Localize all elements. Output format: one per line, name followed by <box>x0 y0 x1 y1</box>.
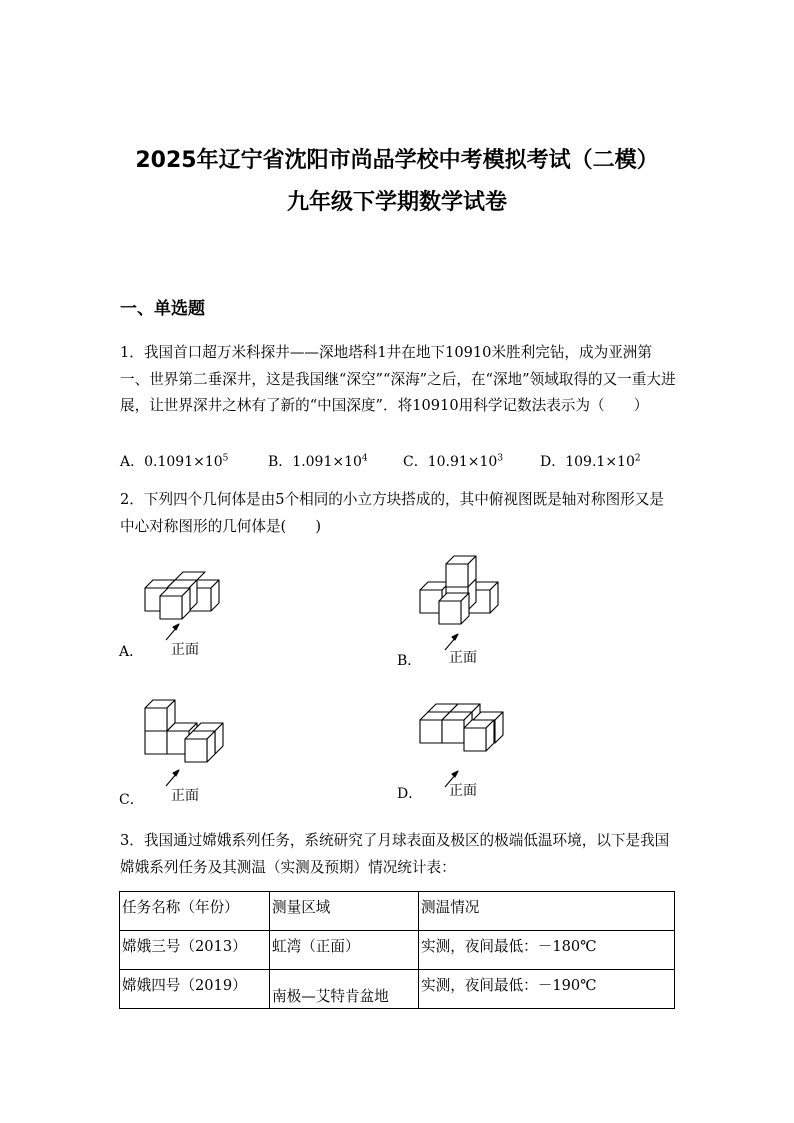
table-header-cell: 任务名称（年份） <box>120 892 270 931</box>
table-cell: 虹湾（正面） <box>270 931 419 970</box>
figure-a-front-label: 正面 <box>171 642 199 658</box>
q1-option-d: D．$109.1\times 10^2$ <box>540 453 641 470</box>
figure-b-letter: B． <box>397 653 422 669</box>
figure-d-letter: D． <box>397 786 423 802</box>
q1-option-b: B．$1.091\times 10^4$ <box>268 453 368 470</box>
question-2-text: 2．下列四个几何体是由5个相同的小立方块搭成的，其中俯视图既是轴对称图形又是中心对称图形的几何体是( ) <box>120 491 664 535</box>
figure-a-letter: A． <box>119 644 144 660</box>
figure-c-front-label: 正面 <box>171 788 199 804</box>
table-header-row <box>120 892 675 931</box>
figure-c-letter: C． <box>119 792 144 808</box>
table-header-cell: 测量区域 <box>270 892 419 931</box>
table-cell: 嫦娥三号（2013） <box>120 931 270 970</box>
figure-b-front-label: 正面 <box>449 650 477 666</box>
table-cell: 实测，夜间最低：－180℃ <box>419 931 675 970</box>
q1-option-a: A．$0.1091\times 10^5$ <box>120 453 229 470</box>
question-1-text: 1．我国首口超万米科探井——深地塔科1井在地下10910米胜利完钻，成为亚洲第一、世界第二垂深井，这是我国继“深空”“深海”之后，在“深地”领域取得的又一重大进展，让世界深井之林有了新的“中国深度”．将10910用科学记数法表示为（ ） <box>120 344 676 414</box>
exam-title-line1: 2025年辽宁省沈阳市尚品学校中考模拟考试（二模） <box>135 148 659 173</box>
figure-b-cubes <box>415 552 515 660</box>
q1-option-c: C．$10.91\times 10^3$ <box>403 453 504 470</box>
table-row <box>120 970 675 1009</box>
exam-title-line2: 九年级下学期数学试卷 <box>286 190 507 215</box>
chang-e-temperature-table <box>119 891 675 1009</box>
table-cell: 南极—艾特肯盆地 <box>270 970 419 1009</box>
arrow-icon <box>166 770 179 786</box>
figure-d-front-label: 正面 <box>449 783 477 799</box>
section-heading: 一、单选题 <box>120 299 205 319</box>
table-cell: 嫦娥四号（2019） <box>120 970 270 1009</box>
question-3-text: 3．我国通过嫦娥系列任务，系统研究了月球表面及极区的极端低温环境，以下是我国嫦娥系列任务及其测温（实测及预期）情况统计表： <box>120 832 670 876</box>
table-cell: 实测，夜间最低：－190℃ <box>419 970 675 1009</box>
arrow-icon <box>166 624 179 640</box>
table-header-cell: 测温情况 <box>419 892 675 931</box>
table-row <box>120 931 675 970</box>
